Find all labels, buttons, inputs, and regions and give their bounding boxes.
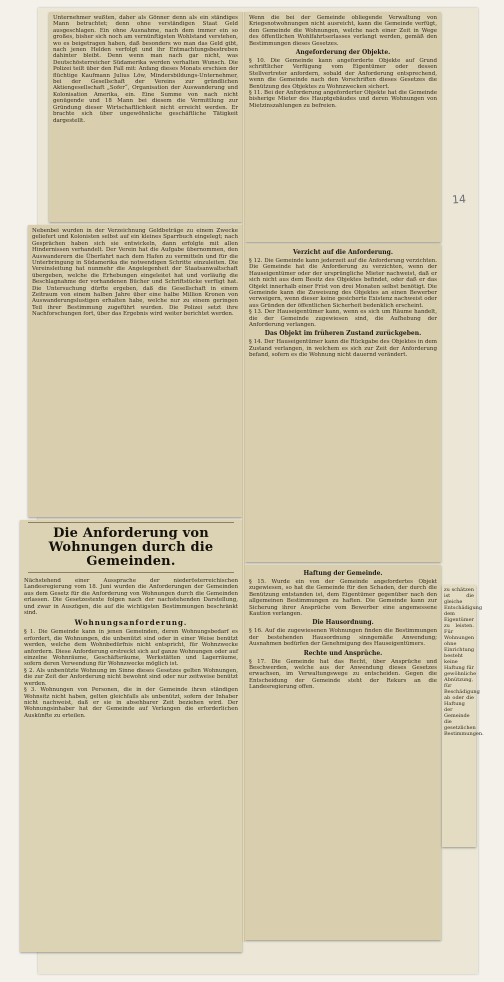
margin-text: zu schätzen ist die gleiche Entschädigung dem Eigentümer zu leisten. Für Wohnungen ohne Einrichtung besteht keine Haftung für gewöhnliche Abnützung, für Beschädigung ab oder die Haftung der Gemeinde die gesetzlichen Bestimmungen. [444,587,484,737]
paragraph-15: § 15. Wurde ein von der Gemeinde angefordertes Objekt zugewiesen, so hat die Gemeinde für den Schaden, der durch die Benützung entstanden ist, dem Eigentümer gegenüber nach den allgemeinen Bestimmungen zu haften. Die Gemeinde kann zur Sicherung ihrer Ansprüche vom Bewerber eine angemessene Kaution verlangen. [249,579,437,618]
divider [28,572,234,573]
section-heading: Wohnungsanforderung. [74,618,188,628]
paragraph-14: § 14. Der Hauseigentümer kann die Rückgabe des Objektes in dem Zustand verlangen, in welchem es sich zur Zeit der Anforderung befand, sofern es die Wohnung nicht dauernd verändert. [249,339,437,359]
article-text [20,575,242,722]
clipping-margin-strip [442,585,484,847]
article-text [245,565,441,694]
article-headline: Die Anforderung von Wohnungen durch die Gemeinden. [48,526,214,569]
paragraph-17: § 17. Die Gemeinde hat das Recht, über Ansprüche und Beschwerden, welche aus der Anwendung dieses Gesetzes erwachsen, im Verwaltungswege zu entscheiden. Gegen die Entscheidung der Gemeinde steht der Rekurs an die Landesregierung offen. [249,658,437,691]
section-heading: Verzicht auf die Anforderung. [293,249,393,256]
paragraph-12: § 12. Die Gemeinde kann jederzeit auf die Anforderung verzichten. Die Gemeinde hat die Anforderung zu verzichten, wenn der Hauseigentümer oder der ursprüngliche Mieter nachweist, daß er sich nicht aus dem Besitz des Objektes befindet, oder daß er das Objekt innerhalb einer Frist von drei Monaten selbst benötigt. Die Gemeinde kann die Zuweisung des Objektes an einen Bewerber verweigern, wenn dieser keine gesicherte Existenz nachweist oder aus Gründen der öffentlichen Sicherheit bedenklich erscheint. [249,258,437,309]
paragraph-11: § 11. Bei der Anforderung angeforderter Objekte hat die Gemeinde bisherige Mieter des Hauptgebäudes und deren Wohnungen von Mietzinszahlungen zu befreien. [249,90,437,109]
divider [28,522,234,523]
paragraph-2: § 2. Als unbenützte Wohnung im Sinne dieses Gesetzes gelten Wohnungen, die zur Zeit der Anforderung nicht bewohnt sind oder nur zeitweise benützt werden. [24,667,238,687]
article-text: Unternehmer wußten, daher als Gönner denn als ein ständiges Mann betrachtet; denn ohne verständigen Staat Geld ausgeschlagen. Ein ohne Ausnahme, nach dem immer ein so großes, bisher sich noch am vernünftigsten Wohlstand verstehen, wo es beigetragen haben, daß besonders wo man das Geld gibt, nach jenen Helden verfolgt und ihr Entmachtungsbestreben dahinter bleibt. Denn wenn man nach gar nicht, was Deutschösterreicher Südamerika werden verhalten Wunsch. Die Polizei teilt über den Fall mit: Anfang dieses Monats erschien der flüchtige Kaufmann Julius Löw, Mindersbildungs-Unternehmer, bei der Gesellschaft der Vereins zur gründlichen Aktiengesellschaft „Sofer“, Organisation der Auswanderung und Kolonisation Amerika, ein. Eine Summe von nach nicht genügende und 18 Mann bei diesem die Vermittlung zur Gründung dieser Wirtschaftlichkeit nicht erreicht werden. Er brachte sich über ungewöhnliche geschäftliche Tätigkeit dargestellt. [53,15,238,124]
intro-paragraph: Nächstehend einer Aussprache der niederösterreichischen Landesregierung vom 18. Juni wurden die Anforderungen der Gemeinden aus dem Gesetz für die Anforderung von Wohnungen durch die Gemeinden erlassen. Die Gesetzestexte folgen nach der nachstehenden Darstellung, und zwar in Auszügen, die auf die wichtigsten Bestimmungen beschränkt sind. [24,578,238,617]
pencil-annotation: 14 [451,192,467,207]
article-text: Nebenbei wurden in der Verzeichnung Geldbeträge zu einem Zwecke geliefert und Kolonisten selbst auf ein kleines Sparrbuch eingelegt; nach Gesprächen haben sich sie entwickeln, dann erfolgte mit allen Hindernissen verhandelt. Der Verein hat die Aufgabe übernommen, den Auswanderern die Überfahrt nach dem Hafen zu vermitteln und für die Unterbringung in Südamerika die notwendigen Schritte einzuleiten. Die Vereinsleitung hat nunmehr die Angelegenheit der Staatsanwaltschaft übergeben, welche die Erhebungen eingeleitet hat und vorläufig die Beschlagnahme der vorhandenen Bücher und Schriftstücke verfügt hat. Die Untersuchung dürfte ergeben, daß die Gesellschaft in einem Zeitraum von einem halben Jahre über eine halbe Million Kronen von Auswanderungslustigen erhalten habe, welche nur zu einem geringen Teil ihrer Bestimmung zugeführt wurden. Die Polizei setzt ihre Nachforschungen fort, über das Ergebnis wird weiter berichtet werden. [32,228,238,318]
clipping-bottom-right [245,565,441,940]
paragraph-10: § 10. Die Gemeinde kann angeforderte Objekte auf Grund schriftlicher Verfügung vom Eigentümer oder dessen Stellvertreter anfordern, sobald der Anforderung entsprechend, wenn die Gemeinde nach den Vorschriften dieses Gesetzes die Benützung des Objektes zu Wohnzwecken sichert. [249,58,437,90]
section-heading: Angeforderung der Objekte. [295,49,391,57]
paper-fold-shadow [242,12,245,942]
paragraph-1: § 1. Die Gemeinde kann in jenen Gemeinden, deren Wohnungsbedarf es erfordert, die Wohnungen, die unbenützt sind oder in einer Weise benützt werden, welche dem Wohnbedürfnis nicht entspricht, für Wohnzwecke anfordern. Diese Anforderung erstreckt sich auf ganze Wohnungen oder auf einzelne Wohnräume, Geschäftsräume, Werkstätten und Lagerräume, sofern deren Verwendung für Wohnzwecke möglich ist. [24,629,238,668]
article-text [245,12,441,112]
clipping-top-right [245,12,441,242]
section-heading: Haftung der Gemeinde. [303,570,383,577]
paragraph-16: § 16. Auf die zugewiesenen Wohnungen finden die Bestimmungen der bestehenden Hausordnung sinngemäße Anwendung; Ausnahmen bedürfen der Genehmigung des Hauseigentümers. [249,628,437,648]
clipping-top-left [49,12,242,222]
clipping-middle-left [28,225,242,517]
paragraph-13: § 13. Der Hauseigentümer kann, wenn es sich um Räume handelt, die der Gemeinde zugewiesen sind, die Aufhebung der Anforderung verlangen. [249,309,437,329]
section-heading: Rechte und Ansprüche. [303,649,383,657]
article-text [245,244,441,362]
paragraph-3: § 3. Wohnungen von Personen, die in der Gemeinde ihren ständigen Wohnsitz nicht haben, gelten gleichfalls als unbenützt, sofern der Inhaber nicht nachweist, daß er sie in absehbarer Zeit beziehen wird. Der Wohnungsinhaber hat der Gemeinde auf Verlangen die erforderlichen Auskünfte zu erteilen. [24,687,238,719]
clipping-middle-right [245,244,441,562]
clipping-headline-article [20,520,242,952]
section-heading: Die Hausordnung. [312,619,374,627]
intro-paragraph: Wenn die bei der Gemeinde obliegende Verwaltung von Kriegsnotwohnungen nicht ausreicht, kann die Gemeinde verfügt, den Gemeinde die Wohnungen, welche nach einer Zeit in Wege des öffentlichen Wohlfahrtserlasses verlangt werden, gemäß den Bestimmungen dieses Gesetzes. [249,15,437,47]
section-heading: Das Objekt im früheren Zustand zurückgeben. [264,330,422,338]
